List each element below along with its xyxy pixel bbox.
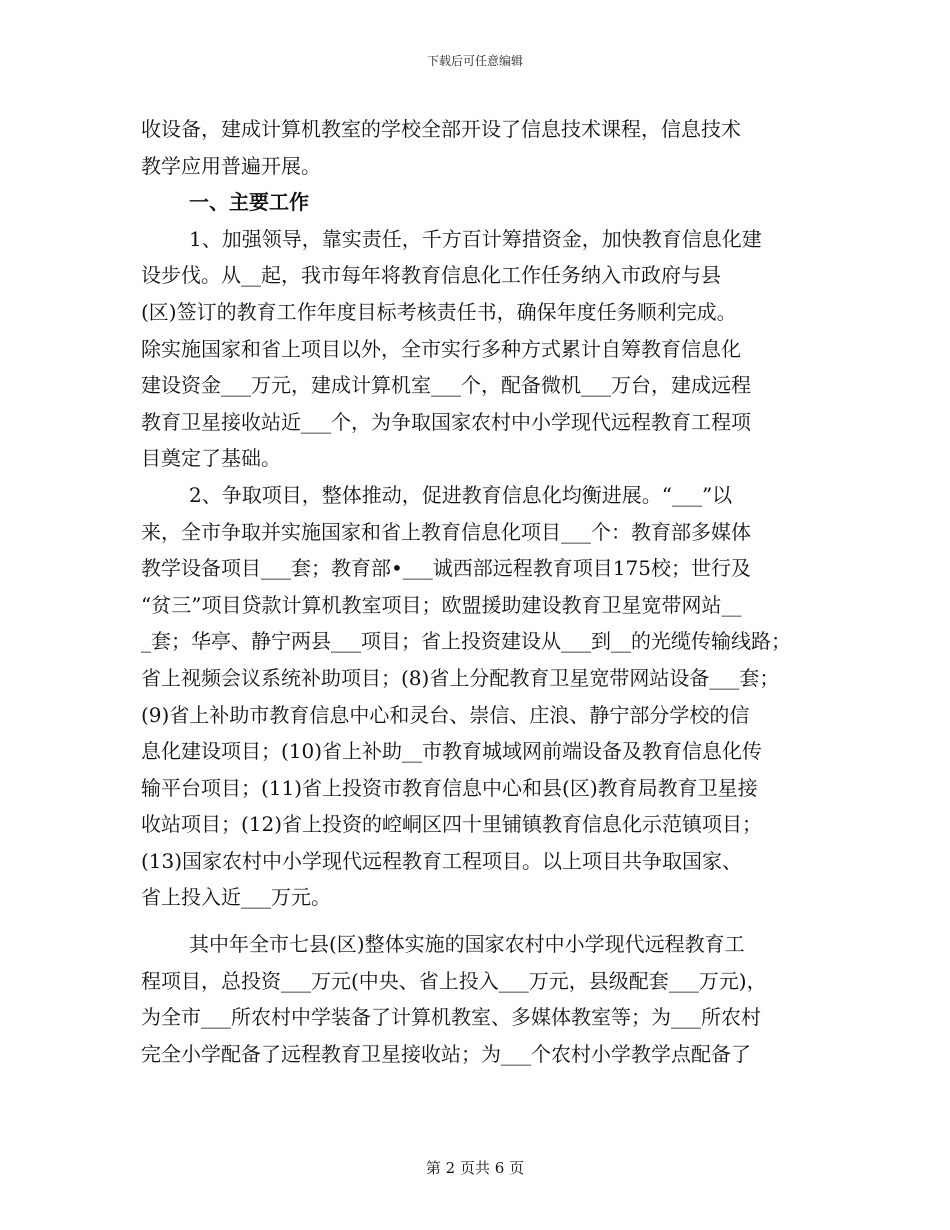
paragraph-line: 教育卫星接收站近___个，为争取国家农村中小学现代远程教育工程项: [141, 409, 751, 434]
paragraph-line: 1、加强领导，靠实责任，千方百计筹措资金，加快教育信息化建: [189, 226, 762, 251]
paragraph-line: (13)国家农村中小学现代远程教育工程项目。以上项目共争取国家、: [141, 848, 743, 873]
paragraph-line: 收站项目；(12)省上投资的崆峒区四十里铺镇教育信息化示范镇项目；: [141, 812, 763, 837]
paragraph-line: 省上视频会议系统补助项目；(8)省上分配教育卫星宽带网站设备___套；: [141, 665, 780, 690]
paragraph-line: 建设资金___万元，建成计算机室___个，配备微机___万台，建成远程: [141, 373, 751, 398]
paragraph-line: 目奠定了基础。: [141, 446, 281, 471]
paragraph-line: 收设备，建成计算机教室的学校全部开设了信息技术课程，信息技术: [141, 117, 741, 141]
paragraph-spacer: [141, 916, 821, 926]
page-header: 下载后可任意编辑: [426, 54, 523, 68]
paragraph-line: 来，全市争取并实施国家和省上教育信息化项目___个：教育部多媒体: [141, 519, 751, 544]
paragraph-line: 设步伐。从__起，我市每年将教育信息化工作任务纳入市政府与县: [141, 263, 721, 288]
paragraph-line: 教学设备项目___套；教育部•___诚西部远程教育项目175校；世行及: [141, 556, 751, 581]
paragraph-line: 2、争取项目，整体推动，促进教育信息化均衡进展。“___”以: [189, 482, 733, 507]
paragraph-line: 程项目，总投资___万元(中央、省上投入___万元，县级配套___万元)，: [141, 968, 767, 993]
page-footer: 第 2 页共 6 页: [425, 1159, 525, 1177]
paragraph-line: 省上投入近___万元。: [141, 885, 331, 910]
paragraph-line: 完全小学配备了远程教育卫星接收站；为___个农村小学教学点配备了: [141, 1041, 751, 1066]
paragraph-line: 其中年全市七县(区)整体实施的国家农村中小学现代远程教育工: [189, 932, 745, 957]
paragraph-line: 为全市___所农村中学装备了计算机教室、多媒体教室等；为___所农村: [141, 1005, 761, 1030]
paragraph-line: “贫三”项目贷款计算机教室项目；欧盟援助建设教育卫星宽带网站__: [141, 592, 742, 617]
paragraph-line: (9)省上补助市教育信息中心和灵台、崇信、庄浪、静宁部分学校的信: [141, 702, 750, 727]
paragraph-line: 教学应用普遍开展。: [141, 153, 321, 178]
paragraph-line: (区)签订的教育工作年度目标考核责任书，确保年度任务顺利完成。: [141, 299, 737, 324]
document-body: [141, 111, 821, 1072]
section-heading: 一、主要工作: [189, 190, 309, 215]
paragraph-line: 息化建设项目；(10)省上补助__市教育城域网前端设备及教育信息化传: [141, 739, 763, 764]
paragraph-line: 输平台项目；(11)省上投资市教育信息中心和县(区)教育局教育卫星接: [141, 775, 758, 800]
paragraph-line: _套；华亭、静宁两县___项目；省上投资建设从___到__的光缆传输线路；: [141, 629, 791, 654]
paragraph-line: 除实施国家和省上项目以外，全市实行多种方式累计自筹教育信息化: [141, 336, 741, 361]
